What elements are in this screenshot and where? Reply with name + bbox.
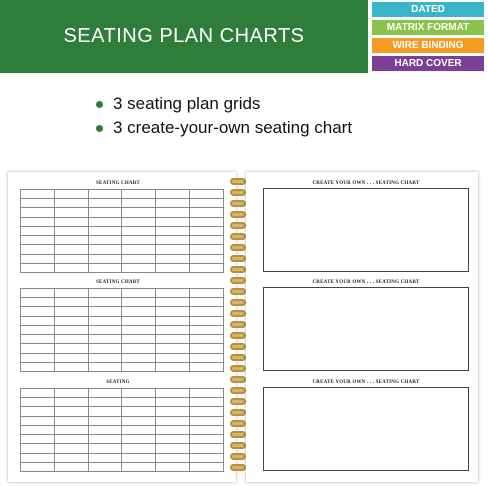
- grid-cell: [54, 353, 88, 362]
- binding-ring: [230, 200, 246, 207]
- grid-cell: [190, 236, 224, 245]
- grid-cell: [88, 325, 122, 334]
- grid-cell: [54, 362, 88, 371]
- grid-cell: [21, 217, 55, 226]
- grid-cell: [156, 389, 190, 398]
- binding-ring: [230, 299, 246, 306]
- grid-cell: [156, 462, 190, 471]
- planner-spread: [8, 172, 478, 482]
- binding-ring: [230, 178, 246, 185]
- grid-cell: [190, 353, 224, 362]
- bullet-icon: [96, 125, 103, 132]
- grid-cell: [21, 199, 55, 208]
- binding-ring: [230, 222, 246, 229]
- grid-cell: [190, 389, 224, 398]
- grid-cell: [122, 462, 156, 471]
- binding-ring: [230, 233, 246, 240]
- grid-row: [21, 254, 224, 263]
- grid-cell: [190, 289, 224, 298]
- grid-cell: [88, 407, 122, 416]
- binding-ring: [230, 453, 246, 460]
- grid-cell: [54, 416, 88, 425]
- grid-cell: [122, 335, 156, 344]
- grid-cell: [88, 335, 122, 344]
- grid-cell: [21, 289, 55, 298]
- grid-cell: [88, 444, 122, 453]
- grid-cell: [21, 190, 55, 199]
- grid-cell: [88, 416, 122, 425]
- grid-cell: [122, 245, 156, 254]
- grid-cell: [88, 362, 122, 371]
- grid-row: [21, 263, 224, 272]
- grid-cell: [122, 226, 156, 235]
- grid-cell: [122, 307, 156, 316]
- grid-cell: [54, 453, 88, 462]
- grid-cell: [156, 199, 190, 208]
- grid-cell: [88, 425, 122, 434]
- binding-ring: [230, 288, 246, 295]
- grid-cell: [190, 199, 224, 208]
- grid-cell: [54, 316, 88, 325]
- grid-cell: [21, 263, 55, 272]
- grid-row: [21, 325, 224, 334]
- grid-cell: [54, 389, 88, 398]
- feature-tags: [372, 2, 484, 74]
- grid-cell: [88, 462, 122, 471]
- grid-cell: [54, 190, 88, 199]
- grid-row: [21, 444, 224, 453]
- grid-cell: [54, 217, 88, 226]
- grid-cell: [88, 263, 122, 272]
- grid-row: [21, 353, 224, 362]
- grid-cell: [122, 453, 156, 462]
- grid-cell: [54, 298, 88, 307]
- binding-ring: [230, 409, 246, 416]
- binding-ring: [230, 310, 246, 317]
- feature-text: 3 seating plan grids: [113, 94, 261, 113]
- grid-cell: [88, 254, 122, 263]
- seating-chart-title: SEATING CHART: [96, 181, 140, 186]
- grid-cell: [190, 453, 224, 462]
- grid-cell: [190, 425, 224, 434]
- grid-cell: [54, 289, 88, 298]
- grid-cell: [88, 307, 122, 316]
- grid-cell: [190, 398, 224, 407]
- seating-grid: [20, 288, 224, 372]
- grid-cell: [156, 208, 190, 217]
- wire-binding: [230, 178, 246, 478]
- binding-ring: [230, 255, 246, 262]
- grid-cell: [54, 307, 88, 316]
- grid-cell: [54, 435, 88, 444]
- grid-row: [21, 199, 224, 208]
- binding-ring: [230, 343, 246, 350]
- binding-ring: [230, 266, 246, 273]
- grid-cell: [54, 245, 88, 254]
- seating-grid: [20, 189, 224, 273]
- grid-cell: [156, 353, 190, 362]
- grid-cell: [21, 453, 55, 462]
- grid-cell: [156, 435, 190, 444]
- grid-cell: [54, 226, 88, 235]
- grid-cell: [156, 263, 190, 272]
- grid-cell: [190, 263, 224, 272]
- grid-cell: [54, 398, 88, 407]
- binding-ring: [230, 321, 246, 328]
- grid-cell: [122, 316, 156, 325]
- grid-cell: [21, 344, 55, 353]
- grid-cell: [122, 362, 156, 371]
- seating-chart-title: SEATING CHART: [96, 280, 140, 285]
- binding-ring: [230, 211, 246, 218]
- grid-cell: [21, 398, 55, 407]
- grid-cell: [156, 190, 190, 199]
- grid-cell: [190, 226, 224, 235]
- grid-cell: [156, 335, 190, 344]
- grid-row: [21, 407, 224, 416]
- grid-row: [21, 190, 224, 199]
- grid-cell: [156, 453, 190, 462]
- binding-ring: [230, 420, 246, 427]
- grid-row: [21, 226, 224, 235]
- grid-cell: [122, 416, 156, 425]
- grid-cell: [156, 236, 190, 245]
- grid-cell: [54, 199, 88, 208]
- grid-cell: [122, 435, 156, 444]
- grid-cell: [122, 208, 156, 217]
- grid-row: [21, 462, 224, 471]
- grid-row: [21, 344, 224, 353]
- grid-cell: [88, 353, 122, 362]
- grid-cell: [88, 190, 122, 199]
- grid-row: [21, 398, 224, 407]
- grid-cell: [54, 254, 88, 263]
- feature-list: [96, 92, 352, 140]
- grid-row: [21, 362, 224, 371]
- grid-cell: [190, 307, 224, 316]
- grid-cell: [122, 389, 156, 398]
- grid-row: [21, 245, 224, 254]
- grid-cell: [21, 335, 55, 344]
- feature-item: [96, 92, 352, 116]
- grid-cell: [156, 362, 190, 371]
- grid-cell: [88, 398, 122, 407]
- grid-cell: [88, 217, 122, 226]
- grid-cell: [156, 316, 190, 325]
- grid-cell: [88, 453, 122, 462]
- grid-cell: [156, 344, 190, 353]
- grid-cell: [54, 407, 88, 416]
- grid-row: [21, 307, 224, 316]
- grid-cell: [190, 208, 224, 217]
- grid-cell: [21, 208, 55, 217]
- grid-row: [21, 298, 224, 307]
- grid-cell: [190, 335, 224, 344]
- page-title: SEATING PLAN CHARTS: [63, 25, 305, 47]
- grid-cell: [156, 444, 190, 453]
- left-page: [8, 172, 236, 482]
- grid-cell: [54, 344, 88, 353]
- grid-row: [21, 453, 224, 462]
- grid-cell: [21, 444, 55, 453]
- grid-cell: [122, 199, 156, 208]
- grid-cell: [54, 325, 88, 334]
- grid-cell: [190, 435, 224, 444]
- grid-cell: [156, 245, 190, 254]
- grid-cell: [190, 217, 224, 226]
- grid-row: [21, 335, 224, 344]
- grid-cell: [190, 444, 224, 453]
- grid-cell: [156, 325, 190, 334]
- grid-cell: [21, 389, 55, 398]
- grid-cell: [21, 307, 55, 316]
- grid-row: [21, 208, 224, 217]
- binding-ring: [230, 354, 246, 361]
- grid-row: [21, 435, 224, 444]
- grid-cell: [156, 217, 190, 226]
- create-chart-title: CREATE YOUR OWN . . . SEATING CHART: [312, 380, 420, 385]
- grid-cell: [21, 353, 55, 362]
- grid-row: [21, 416, 224, 425]
- grid-cell: [88, 316, 122, 325]
- grid-cell: [21, 407, 55, 416]
- grid-cell: [122, 325, 156, 334]
- grid-cell: [88, 289, 122, 298]
- binding-ring: [230, 464, 246, 471]
- grid-cell: [122, 254, 156, 263]
- grid-cell: [88, 245, 122, 254]
- grid-cell: [190, 298, 224, 307]
- tag-dated: DATED: [372, 2, 484, 17]
- grid-cell: [190, 190, 224, 199]
- grid-row: [21, 389, 224, 398]
- grid-cell: [88, 208, 122, 217]
- grid-row: [21, 316, 224, 325]
- tag-hard-cover: HARD COVER: [372, 56, 484, 71]
- grid-cell: [156, 398, 190, 407]
- grid-cell: [21, 416, 55, 425]
- grid-cell: [156, 407, 190, 416]
- grid-cell: [88, 344, 122, 353]
- grid-cell: [88, 435, 122, 444]
- grid-cell: [88, 298, 122, 307]
- binding-ring: [230, 376, 246, 383]
- seating-chart-title: SEATING: [106, 380, 130, 385]
- grid-cell: [156, 416, 190, 425]
- feature-item: [96, 116, 352, 140]
- binding-ring: [230, 244, 246, 251]
- grid-cell: [156, 298, 190, 307]
- binding-ring: [230, 189, 246, 196]
- grid-cell: [122, 298, 156, 307]
- grid-cell: [21, 362, 55, 371]
- grid-cell: [88, 199, 122, 208]
- grid-cell: [54, 263, 88, 272]
- binding-ring: [230, 332, 246, 339]
- seating-grid: [20, 388, 224, 472]
- grid-cell: [88, 226, 122, 235]
- grid-row: [21, 289, 224, 298]
- grid-row: [21, 217, 224, 226]
- create-chart-box: [263, 387, 469, 471]
- bullet-icon: [96, 101, 103, 108]
- grid-cell: [122, 444, 156, 453]
- grid-cell: [156, 289, 190, 298]
- grid-cell: [156, 226, 190, 235]
- grid-cell: [54, 444, 88, 453]
- create-chart-title: CREATE YOUR OWN . . . SEATING CHART: [312, 280, 420, 285]
- create-chart-box: [263, 287, 469, 371]
- tag-wire-binding: WIRE BINDING: [372, 38, 484, 53]
- create-chart-box: [263, 188, 469, 272]
- grid-cell: [122, 263, 156, 272]
- grid-cell: [122, 353, 156, 362]
- feature-text: 3 create-your-own seating chart: [113, 118, 353, 137]
- binding-ring: [230, 398, 246, 405]
- binding-ring: [230, 277, 246, 284]
- grid-row: [21, 236, 224, 245]
- binding-ring: [230, 387, 246, 394]
- tag-matrix-format: MATRIX FORMAT: [372, 20, 484, 35]
- grid-cell: [21, 298, 55, 307]
- grid-cell: [21, 316, 55, 325]
- grid-cell: [190, 316, 224, 325]
- grid-cell: [190, 245, 224, 254]
- grid-cell: [190, 462, 224, 471]
- grid-cell: [88, 389, 122, 398]
- binding-ring: [230, 442, 246, 449]
- grid-cell: [21, 425, 55, 434]
- grid-cell: [122, 190, 156, 199]
- grid-cell: [21, 245, 55, 254]
- grid-cell: [190, 254, 224, 263]
- grid-cell: [54, 425, 88, 434]
- grid-cell: [21, 236, 55, 245]
- create-chart-title: CREATE YOUR OWN . . . SEATING CHART: [312, 181, 420, 186]
- grid-cell: [21, 325, 55, 334]
- grid-cell: [122, 407, 156, 416]
- grid-cell: [54, 462, 88, 471]
- grid-cell: [190, 362, 224, 371]
- grid-cell: [122, 236, 156, 245]
- grid-cell: [122, 217, 156, 226]
- right-page: [246, 172, 478, 482]
- binding-ring: [230, 431, 246, 438]
- grid-cell: [21, 435, 55, 444]
- binding-ring: [230, 365, 246, 372]
- grid-cell: [190, 407, 224, 416]
- grid-cell: [54, 335, 88, 344]
- grid-cell: [156, 307, 190, 316]
- grid-cell: [21, 254, 55, 263]
- grid-cell: [21, 226, 55, 235]
- grid-row: [21, 425, 224, 434]
- grid-cell: [190, 325, 224, 334]
- grid-cell: [122, 289, 156, 298]
- grid-cell: [122, 344, 156, 353]
- grid-cell: [88, 236, 122, 245]
- grid-cell: [190, 344, 224, 353]
- grid-cell: [156, 254, 190, 263]
- grid-cell: [122, 425, 156, 434]
- grid-cell: [156, 425, 190, 434]
- grid-cell: [54, 236, 88, 245]
- grid-cell: [21, 462, 55, 471]
- grid-cell: [122, 398, 156, 407]
- grid-cell: [54, 208, 88, 217]
- grid-cell: [190, 416, 224, 425]
